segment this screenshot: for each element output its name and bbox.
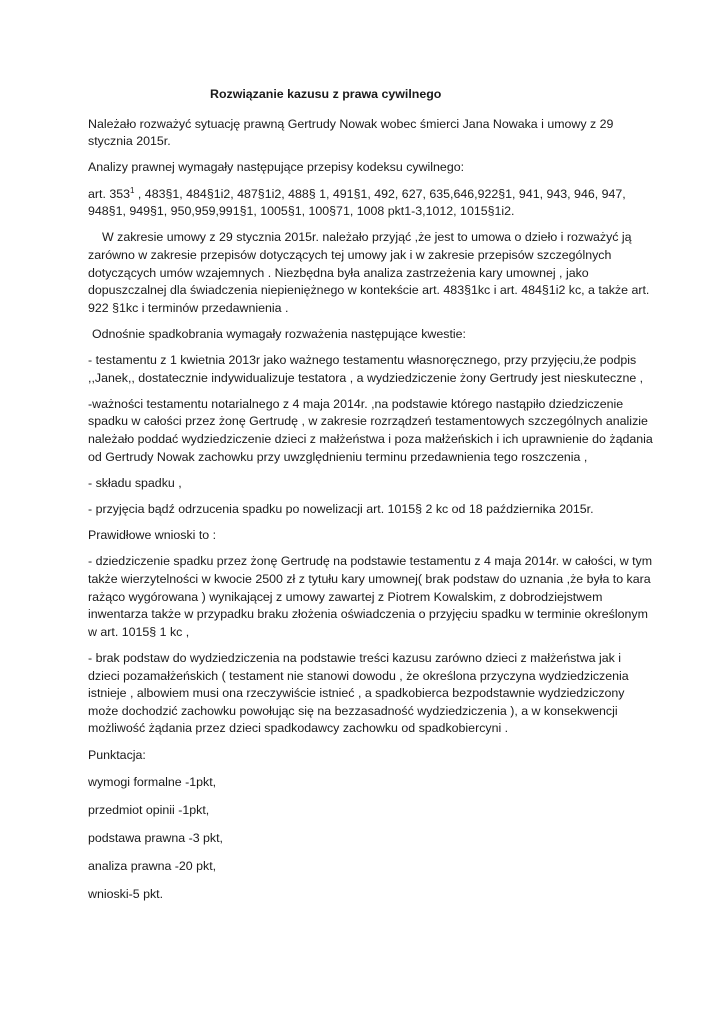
articles-list (88, 186, 655, 221)
scoring-item: analiza prawna -20 pkt, (88, 859, 217, 874)
inheritance-intro: Odnośnie spadkobrania wymagały rozważenia następujące kwestie: (92, 326, 466, 341)
analysis-intro: Analizy prawnej wymagały następujące przepisy kodeksu cywilnego: (88, 160, 465, 175)
scoring-item: przedmiot opinii -1pkt, (88, 803, 210, 818)
scoring-item: podstawa prawna -3 pkt, (88, 831, 223, 846)
scoring-item: wnioski-5 pkt. (88, 886, 164, 901)
scoring-item: wymogi formalne -1pkt, (88, 775, 217, 790)
issue-item: - składu spadku , (88, 475, 182, 490)
contract-paragraph: W zakresie umowy z 29 stycznia 2015r. należało przyjąć ,że jest to umowa o dzieło i rozważyć ją zarówno w zakresie przepisów dotyczących tej umowy jak i w zakresie przepisów szczególnych dotyczących umów wzajemnych . Niezbędna była analiza zastrzeżenia kary umownej , jako dopuszczalnej dla świadczenia niepieniężnego w kontekście art. 483§1kc i art. 484§1i2 kc, a także art. 922 §1kc i terminów przedawnienia . (88, 230, 650, 315)
articles-superscript: 1 (130, 185, 135, 195)
issue-item: -ważności testamentu notarialnego z 4 maja 2014r. ,na podstawie którego nastąpiło dziedziczenie spadku w całości przez żonę Gertrudę , w zakresie rozrządzeń testamentowych szczególnych analizie należało poddać wydziedziczenie dzieci z małżeństwa i poza małżeńskich i ich uprawnienie do żądania od Gertrudy Nowak zachowku przy uwzględnieniu terminu przedawnienia tego roszczenia , (88, 396, 653, 464)
articles-rest: , 483§1, 484§1i2, 487§1i2, 488§ 1, 491§1, 492, 627, 635,646,922§1, 941, 943, 946, 947, 948§1, 949§1, 950,959,991§1, 1005§1, 100§71, 1008 pkt1-3,1012, 1015§1i2. (88, 186, 626, 219)
scoring-title: Punktacja: (88, 747, 146, 762)
issue-item: - przyjęcia bądź odrzucenia spadku po nowelizacji art. 1015§ 2 kc od 18 października 2015r. (88, 502, 594, 517)
document-title: Rozwiązanie kazusu z prawa cywilnego (210, 87, 442, 101)
conclusion-item: - dziedziczenie spadku przez żonę Gertrudę na podstawie testamentu z 4 maja 2014r. w całości, w tym także wierzytelności w kwocie 2500 zł z tytułu kary umownej( brak podstaw do uznania ,że była to kara rażąco wygórowana ) wynikającej z umowy zawartej z Piotrem Kowalskim, z dobrodziejstwem inwentarza także w przypadku braku złożenia oświadczenia o przyjęciu spadku w terminie określonym w art. 1015§ 1 kc , (88, 554, 653, 639)
articles-prefix: art. 353 (88, 186, 131, 201)
conclusion-item: - brak podstaw do wydziedziczenia na podstawie treści kazusu zarówno dzieci z małżeństwa jak i dzieci pozamałżeńskich ( testament nie stanowi dowodu , że określona przyczyna wydziedziczenia istnieje , albowiem musi ona rzeczywiście istnieć , a spadkobierca bezpodstawnie wydziedziczony może dochodzić zachowku powołując się na bezzasadność wydziedziczenia ), a w konsekwencji możliwość żądania przez dzieci spadkodawcy zachowku od spadkobiercyni . (88, 650, 629, 736)
issue-item: - testamentu z 1 kwietnia 2013r jako ważnego testamentu własnoręcznego, przy przyjęciu,że podpis ,,Janek,, dostatecznie indywidualizuje testatora , a wydziedziczenie żony Gertrudy jest nieskuteczne , (88, 353, 644, 385)
intro-paragraph: Należało rozważyć sytuację prawną Gertrudy Nowak wobec śmierci Jana Nowaka i umowy z 29 stycznia 2015r. (88, 116, 614, 149)
conclusions-intro: Prawidłowe wnioski to : (88, 528, 217, 543)
